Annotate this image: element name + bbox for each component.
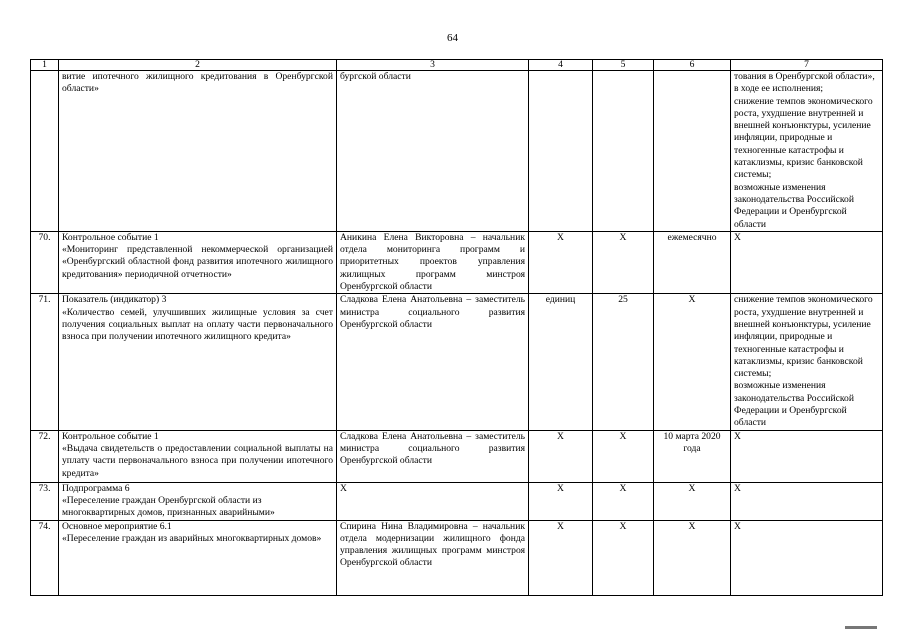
column-header: 5 — [593, 60, 654, 71]
row-unit: X — [529, 520, 593, 595]
row-date: X — [654, 520, 731, 595]
row-responsible: Спирина Нина Владимировна – начальник отдела модернизации жилищного фонда управления жилищных программ минстроя Оренбургской области — [337, 520, 529, 595]
row-unit: X — [529, 430, 593, 482]
row-risks: X — [731, 520, 883, 595]
row-value: X — [593, 482, 654, 520]
row-value: X — [593, 231, 654, 293]
column-header: 1 — [31, 60, 59, 71]
row-responsible: бургской области — [337, 71, 529, 232]
row-value — [593, 71, 654, 232]
row-value: 25 — [593, 294, 654, 430]
row-responsible: Сладкова Елена Анатольевна – заместитель министра социального развития Оренбургской области — [337, 430, 529, 482]
table-row — [31, 482, 883, 520]
row-name: Контрольное событие 1 «Выдача свидетельств о предоставлении социальной выплаты на уплату части первоначального взноса при получении ипотечного кредита» — [59, 430, 337, 482]
row-name: Показатель (индикатор) 3 «Количество семей, улучшивших жилищные условия за счет получения социальных выплат на оплату части первоначального взноса при получении ипотечного жилищного кредита» — [59, 294, 337, 430]
row-name: Подпрограмма 6 «Переселение граждан Оренбургской области из многоквартирных домов, признанных аварийными» — [59, 482, 337, 520]
column-header: 2 — [59, 60, 337, 71]
row-name: витие ипотечного жилищного кредитования в Оренбургской области» — [59, 71, 337, 232]
row-date: ежемесячно — [654, 231, 731, 293]
row-risks: тования в Оренбургской области», в ходе ее исполнения; снижение темпов экономического роста, ухудшение внутренней и внешней конъюнктуры, усиление инфляции, природные и техногенные катастрофы и катаклизмы, кризис банковской системы; возможные изменения законодательства Российской Федерации и Оренбургской области — [731, 71, 883, 232]
row-unit: X — [529, 482, 593, 520]
table-row — [31, 231, 883, 293]
row-number: 72. — [31, 430, 59, 482]
table-row — [31, 430, 883, 482]
row-date — [654, 71, 731, 232]
row-number: 74. — [31, 520, 59, 595]
table-row — [31, 520, 883, 595]
row-value: X — [593, 430, 654, 482]
row-responsible: X — [337, 482, 529, 520]
row-responsible: Аникина Елена Викторовна – начальник отдела мониторинга программ и приоритетных проектов управления жилищных программ минстроя Оренбургской области — [337, 231, 529, 293]
row-responsible: Сладкова Елена Анатольевна – заместитель министра социального развития Оренбургской области — [337, 294, 529, 430]
measures-table — [30, 59, 883, 596]
row-date: X — [654, 294, 731, 430]
row-risks: X — [731, 231, 883, 293]
row-number: 71. — [31, 294, 59, 430]
column-header: 3 — [337, 60, 529, 71]
page-number: 64 — [447, 32, 458, 44]
row-risks: снижение темпов экономического роста, ухудшение внутренней и внешней конъюнктуры, усиление инфляции, природные и техногенные катастрофы и катаклизмы, кризис банковской системы; возможные изменения законодательства Российской Федерации и Оренбургской области — [731, 294, 883, 430]
row-unit — [529, 71, 593, 232]
row-date: 10 марта 2020 года — [654, 430, 731, 482]
row-unit: единиц — [529, 294, 593, 430]
column-header: 4 — [529, 60, 593, 71]
row-name: Контрольное событие 1 «Мониторинг представленной некоммерческой организацией «Оренбургский областной фонд развития ипотечного жилищного кредитования» периодичной отчетности» — [59, 231, 337, 293]
row-risks: X — [731, 430, 883, 482]
row-value: X — [593, 520, 654, 595]
table-row — [31, 71, 883, 232]
column-header: 6 — [654, 60, 731, 71]
row-name: Основное мероприятие 6.1 «Переселение граждан из аварийных многоквартирных домов» — [59, 520, 337, 595]
table-row — [31, 294, 883, 430]
row-number: 73. — [31, 482, 59, 520]
row-date: X — [654, 482, 731, 520]
scan-edge-mark — [845, 626, 877, 629]
row-number — [31, 71, 59, 232]
column-header: 7 — [731, 60, 883, 71]
row-unit: X — [529, 231, 593, 293]
column-number-row — [31, 60, 883, 71]
row-number: 70. — [31, 231, 59, 293]
row-risks: X — [731, 482, 883, 520]
